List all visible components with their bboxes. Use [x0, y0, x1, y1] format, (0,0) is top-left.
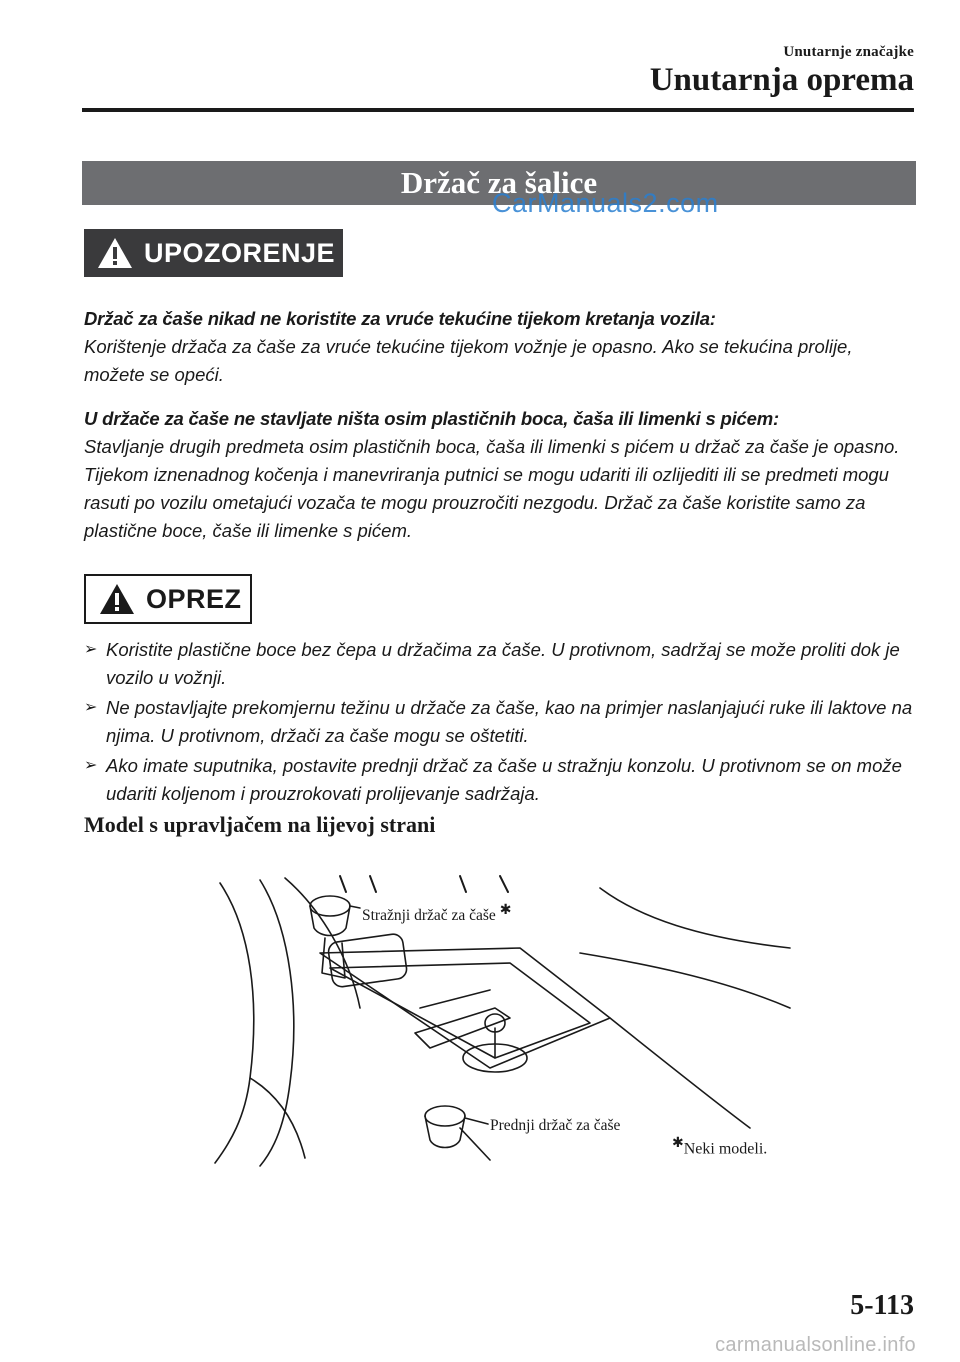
asterisk-icon: ✱ [672, 1136, 684, 1151]
warning-label: UPOZORENJE [144, 237, 336, 268]
header-rule [82, 108, 914, 112]
caution-item-text: Ne postavljajte prekomjernu težinu u držače za čaše, kao na primjer naslanjajući ruke ili laktove na njima. U protivnom, držači za čaše mogu se oštetiti. [106, 697, 913, 746]
warning-lead-2: U držače za čaše ne stavljate ništa osim plastičnih boca, čaša ili limenki s pićem: [84, 408, 779, 429]
warning-lead-1: Držač za čaše nikad ne koristite za vruće tekućine tijekom kretanja vozila: [84, 308, 716, 329]
warning-triangle-icon [98, 582, 136, 616]
arrowhead-bullet-icon: ➢ [84, 699, 98, 716]
warning-paragraph-2 [84, 405, 914, 545]
watermark-top[interactable]: CarManuals2.com [492, 188, 719, 218]
list-item [84, 694, 916, 750]
page-number: 5-113 [850, 1290, 914, 1321]
footnote-text: Neki modeli. [683, 1140, 768, 1158]
warning-body-1: Korištenje držača za čaše za vruće tekućine tijekom vožnje je opasno. Ako se tekućina prolije, možete se opeći. [84, 336, 853, 385]
watermark-bottom[interactable]: carmanualsonline.info [715, 1334, 916, 1356]
header-title: Unutarnja oprema [649, 62, 914, 98]
warning-triangle-icon [96, 236, 134, 270]
warning-badge [84, 229, 343, 277]
subheading: Model s upravljačem na lijevoj strani [84, 812, 436, 837]
list-item [84, 752, 916, 808]
list-item [84, 636, 916, 692]
front-cup-holder-label: Prednji držač za čaše [490, 1117, 621, 1134]
caution-item-text: Koristite plastične boce bez čepa u držačima za čaše. U protivnom, sadržaj se može proliti dok je vozilo u vožnji. [106, 639, 900, 688]
rear-cup-holder-label [362, 902, 511, 925]
caution-badge [84, 574, 252, 624]
page-title-bar: Držač za šalice [82, 161, 916, 205]
warning-body-2: Stavljanje drugih predmeta osim plastičnih boca, čaša ili limenki s pićem u držač za čaše je opasno. Tijekom iznenadnog kočenja i manevriranja putnici se mogu udariti ili ozlijediti ili se predmeti mogu rasuti po vozilu ometajući vozača te mogu prouzročiti nezgodu. Držač za čaše koristite samo za plastične boce, čaše ili limenke s pićem. [84, 436, 900, 541]
arrowhead-bullet-icon: ➢ [84, 641, 98, 658]
rear-cup-holder-text: Stražnji držač za čaše [362, 907, 496, 925]
arrowhead-bullet-icon: ➢ [84, 757, 98, 774]
footnote [672, 1135, 767, 1158]
caution-list [84, 636, 916, 810]
header-section: Unutarnje značajke [783, 44, 914, 60]
asterisk-icon: ✱ [499, 903, 512, 918]
caution-item-text: Ako imate suputnika, postavite prednji držač za čaše u stražnju konzolu. U protivnom se on može udariti koljenom i prouzrokovati prolijevanje sadržaja. [106, 755, 902, 804]
caution-label: OPREZ [146, 583, 242, 614]
warning-paragraph-1 [84, 305, 914, 389]
